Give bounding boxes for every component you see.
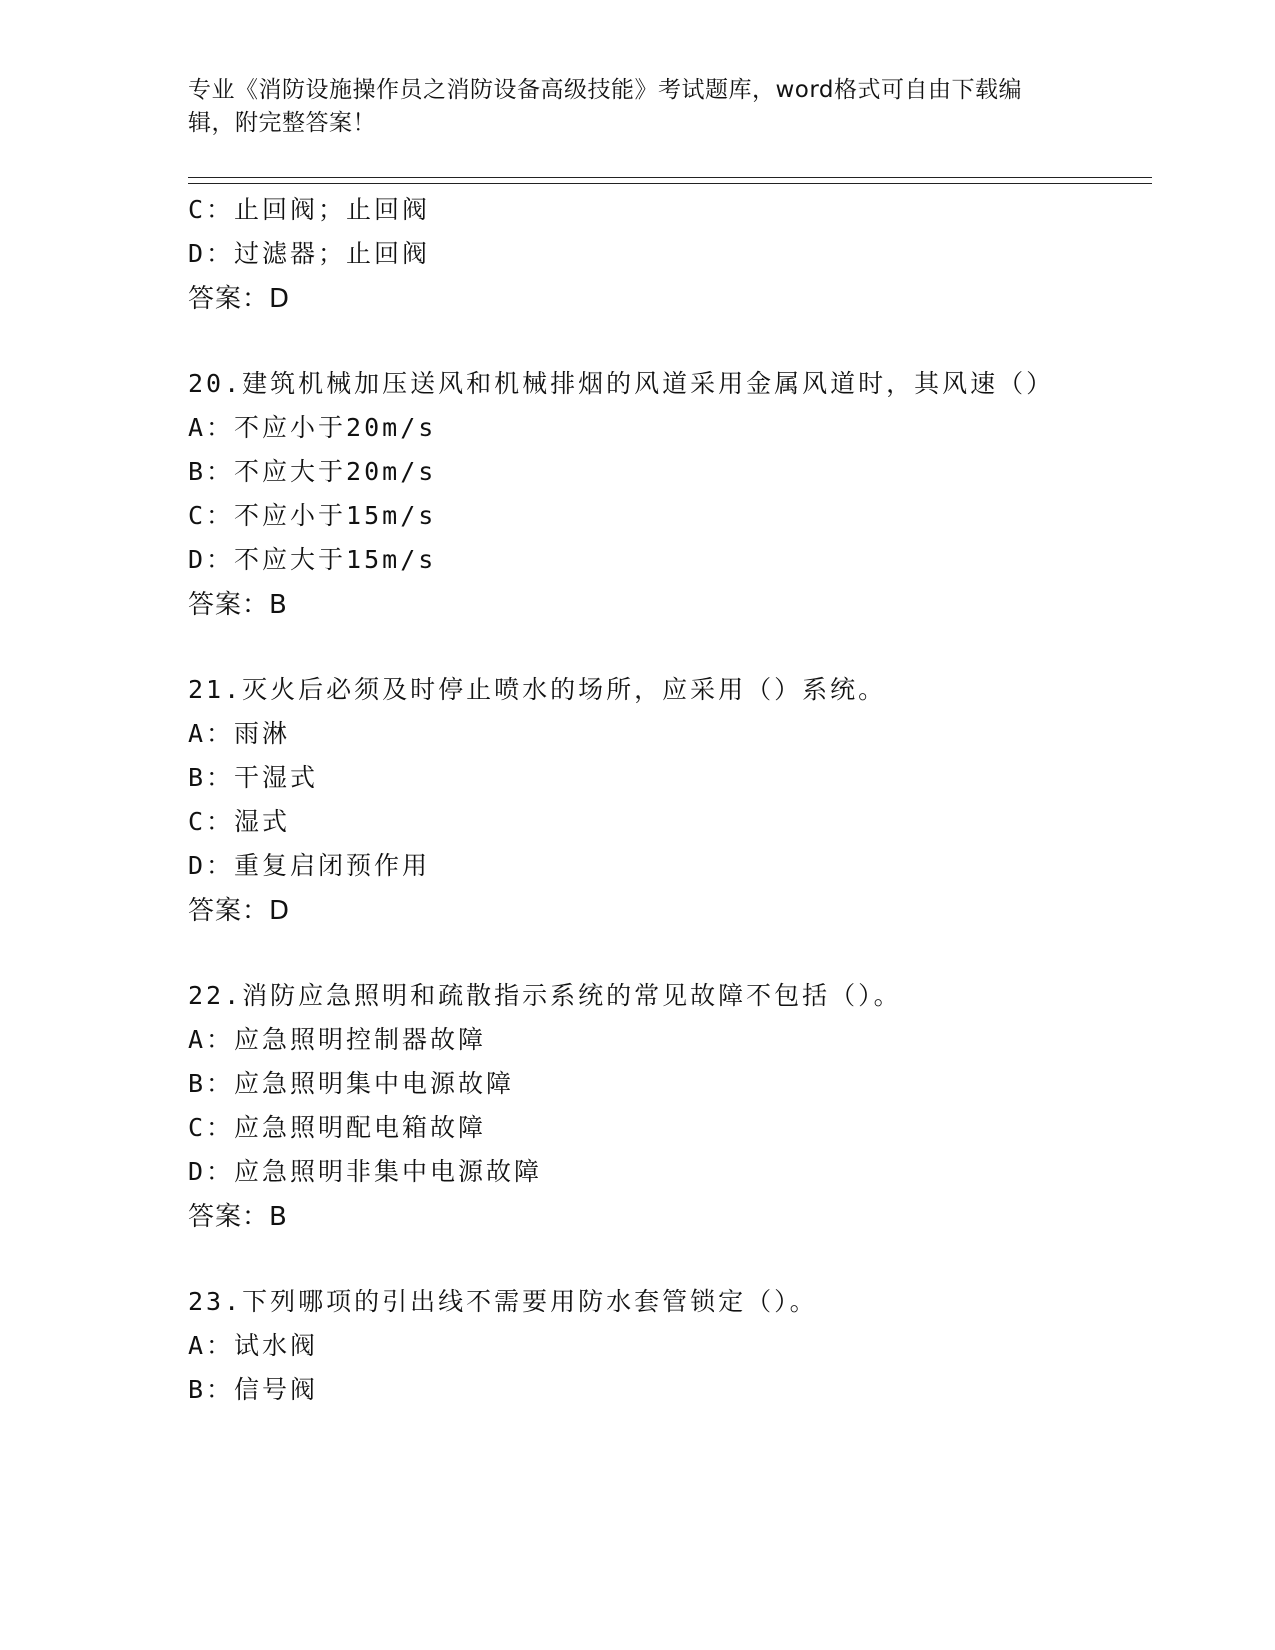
option-d: D：过滤器；止回阀	[188, 239, 431, 268]
answer: 答案：D	[188, 284, 291, 314]
option-a: A：应急照明控制器故障	[188, 1025, 487, 1054]
question-23-stem: 23.下列哪项的引出线不需要用防水套管锁定（）。	[188, 1287, 818, 1316]
option-a: A：不应小于20m/s	[188, 413, 437, 442]
option-c: C：湿式	[188, 807, 291, 836]
option-b: B：信号阀	[188, 1375, 319, 1404]
option-d: D：应急照明非集中电源故障	[188, 1157, 543, 1186]
option-d: D：重复启闭预作用	[188, 851, 431, 880]
answer: 答案：B	[188, 1202, 288, 1232]
question-20-stem: 20.建筑机械加压送风和机械排烟的风道采用金属风道时，其风速（）	[188, 369, 1055, 398]
question-22-stem: 22.消防应急照明和疏散指示系统的常见故障不包括（）。	[188, 981, 902, 1010]
option-d: D：不应大于15m/s	[188, 545, 437, 574]
option-b: B：应急照明集中电源故障	[188, 1069, 515, 1098]
option-c: C：止回阀；止回阀	[188, 195, 431, 224]
option-b: B：不应大于20m/s	[188, 457, 437, 486]
option-c: C：应急照明配电箱故障	[188, 1113, 487, 1142]
option-c: C：不应小于15m/s	[188, 501, 437, 530]
answer: 答案：D	[188, 896, 291, 926]
document-header: 专业《消防设施操作员之消防设备高级技能》考试题库，word格式可自由下载编辑，附完整答案！	[188, 77, 1023, 136]
header-divider-bottom	[188, 183, 1152, 184]
option-a: A：试水阀	[188, 1331, 319, 1360]
option-b: B：干湿式	[188, 763, 319, 792]
answer: 答案：B	[188, 590, 288, 620]
header-divider-top	[188, 177, 1152, 178]
question-21-stem: 21.灭火后必须及时停止喷水的场所，应采用（）系统。	[188, 675, 887, 704]
option-a: A：雨淋	[188, 719, 291, 748]
